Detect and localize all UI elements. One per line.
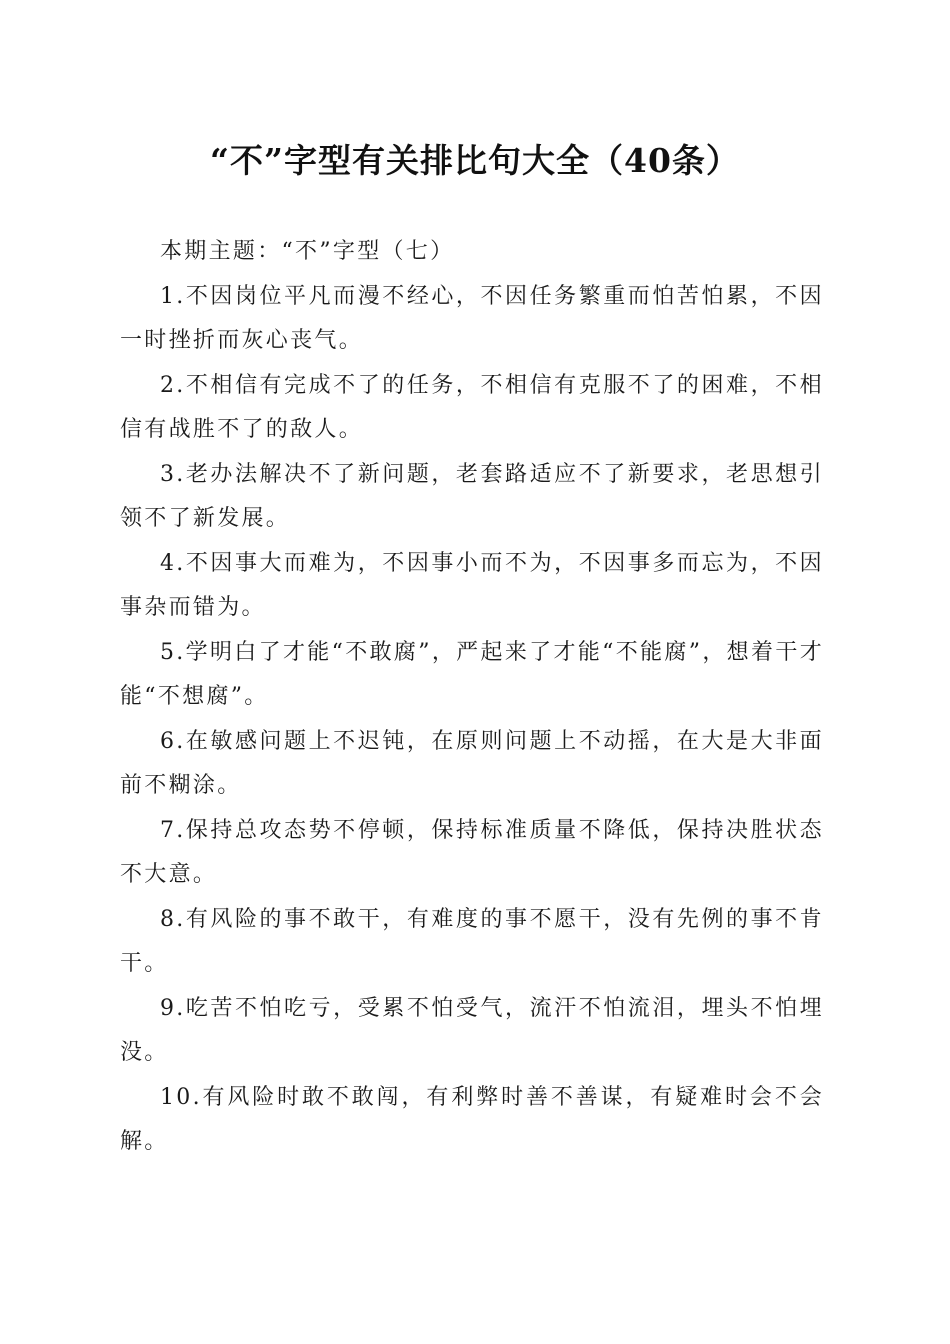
document-body	[120, 230, 824, 1165]
list-item: 1.不因岗位平凡而漫不经心，不因任务繁重而怕苦怕累，不因一时挫折而灰心丧气。	[120, 283, 824, 353]
list-item: 7.保持总攻态势不停顿，保持标准质量不降低，保持决胜状态不大意。	[120, 817, 824, 887]
list-item: 5.学明白了才能“不敢腐”，严起来了才能“不能腐”，想着干才能“不想腐”。	[120, 639, 824, 709]
theme-line: 本期主题：“不”字型（七）	[160, 239, 455, 264]
document-title: “不”字型有关排比句大全（40条）	[210, 141, 740, 180]
list-item: 2.不相信有完成不了的任务，不相信有克服不了的困难，不相信有战胜不了的敌人。	[120, 372, 824, 442]
list-item: 8.有风险的事不敢干，有难度的事不愿干，没有先例的事不肯干。	[120, 906, 824, 976]
list-item: 10.有风险时敢不敢闯，有利弊时善不善谋，有疑难时会不会解。	[120, 1084, 824, 1154]
list-item: 3.老办法解决不了新问题，老套路适应不了新要求，老思想引领不了新发展。	[120, 461, 824, 531]
list-item: 6.在敏感问题上不迟钝，在原则问题上不动摇，在大是大非面前不糊涂。	[120, 728, 824, 798]
list-item: 9.吃苦不怕吃亏，受累不怕受气，流汗不怕流泪，埋头不怕埋没。	[120, 995, 824, 1065]
list-item: 4.不因事大而难为，不因事小而不为，不因事多而忘为，不因事杂而错为。	[120, 550, 824, 620]
